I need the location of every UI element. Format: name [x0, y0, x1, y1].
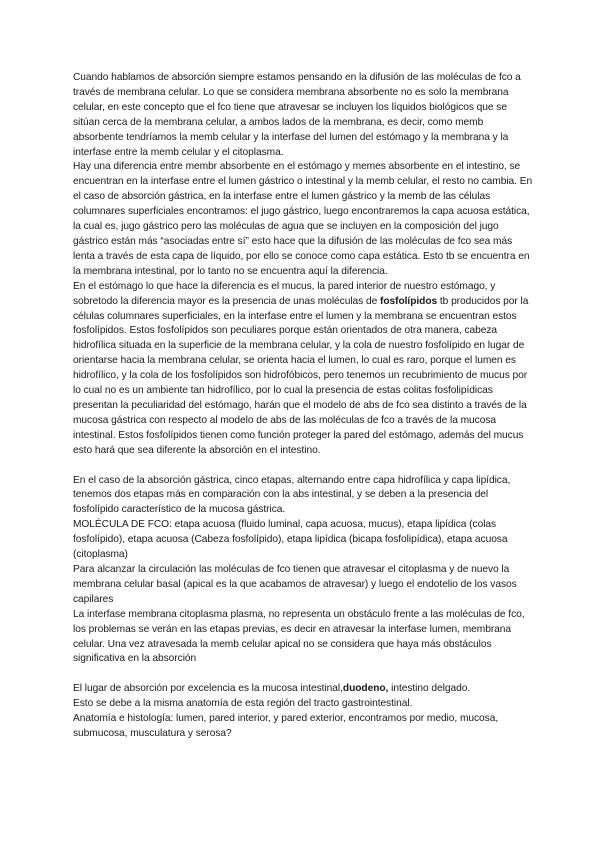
paragraph-text: intestino delgado. [388, 683, 471, 695]
bold-term-duodenum: duodeno, [342, 683, 389, 695]
document-body [73, 71, 533, 742]
paragraph-five-stages: En el caso de la absorción gástrica, cinco etapas, alternando entre capa hidrofílica y capa lipídica, tenemos dos etapas más en comparación con la abs intestinal, y se deben a la presencia del fosfolípido característico de la mucosa gástrica. [73, 474, 511, 516]
paragraph-anatomy-histology: Anatomía e histología: lumen, pared interior, y pared exterior, encontramos por medio, mucosa, submucosa, musculatura y serosa? [73, 713, 499, 740]
paragraph-text: tb producidos por la células columnares superficiales, en la interfase entre el lumen y la membrana se encuentran estos fosfolípidos. Estos fosfolípidos son peculiares porque están orientados de otra manera, cabeza hidrofílica situada en la superficie de la membrana celular, y la cola de nuestro fosfolípido en lugar de orientarse hacia la membrana celular, se orienta hacia el lumen, lo cual es raro, porque el lumen es hidrofílico, y la cola de los fosfolípidos son hidrofóbicos, pero tenemos un recubrimiento de mucus por lo cual no es un ambiente tan hidrofílico, por lo cual la presencia de estas colitas fosfolipídicas presentan la peculiaridad del estómago, harán que el modelo de abs de fco sea distinto a través de la mucosa gástrica con respecto al modelo de abs de las moléculas de fco a través de la mucosa intestinal. Estos fosfolípidos tienen como función proteger la pared del estómago, además del mucus esto hará que sea diferente la absorción en el intestino. [73, 295, 529, 456]
paragraph-spacer [73, 667, 533, 682]
paragraph-interface: La interfase membrana citoplasma plasma, no representa un obstáculo frente a las moléculas de fco, los problemas se verán en las etapas previas, es decir en atravesar la interfase lumen, membrana celular. Una vez atravesada la memb celular apical no se considera que haya más obstáculos significativa en la absorción [73, 608, 525, 665]
paragraph-intro: Cuando hablamos de absorción siempre estamos pensando en la difusión de las moléculas de fco a través de membrana celular. Lo que se considera membrana absorbente no es solo la membrana celular, en este concepto que el fco tiene que atravesar se incluyen los líquidos biológicos que se sitúan cerca de la membrana celular, a ambos lados de la membrana, es decir, como memb absorbente tendríamos la memb celular y la interfase del lumen del estómago y la membrana y la interfase entre la memb celular y el citoplasma. [73, 72, 521, 158]
paragraph-spacer [73, 459, 533, 474]
paragraph-circulation: Para alcanzar la circulación las moléculas de fco tienen que atravesar el citoplasma y de nuevo la membrana celular basal (apical es la que acabamos de atravesar) y luego el endotelio de los vasos capilares [73, 564, 517, 605]
paragraph-absorption-site [73, 682, 533, 697]
paragraph-anatomy-reason: Esto se debe a la misma anatomía de esta región del tracto gastrointestinal. [73, 698, 413, 710]
paragraph-molecule-stages: MOLÉCULA DE FCO: etapa acuosa (fluido luminal, capa acuosa, mucus), etapa lipídica (colas fosfolípido), etapa acuosa (Cabeza fosfolípido), etapa lipídica (bicapa fosfolipídica), etapa acuosa (citoplasma) [73, 519, 508, 561]
bold-term-phospholipids: fosfolípidos [379, 295, 438, 307]
paragraph-gastric-vs-intestinal: Hay una diferencia entre membr absorbente en el estómago y memes absorbente en el intestino, se encuentran en la interfase entre el lumen gástrico o intestinal y la memb celular, el resto no cambia. En el caso de absorción gástrica, en la interfase entre el lumen gástrico y la memb de las células columnares superficiales encontramos: el jugo gástrico, luego encontraremos la capa acuosa estática, la cual es, jugo gástrico pero las moléculas de agua que se incluyen en la composición del jugo gástrico están más “asociadas entre sí” esto hace que la difusión de las moléculas de fco sea más lenta a través de esta capa de líquido, por ello se conoce como capa estática. Esto tb se encuentra en la membrana intestinal, por lo tanto no se encuentra aquí la diferencia. [73, 161, 533, 277]
paragraph-mucus-phospholipids [73, 280, 533, 459]
paragraph-text: El lugar de absorción por excelencia es la mucosa intestinal, [73, 683, 343, 695]
paragraph-text: En el estómago lo que hace la diferencia es el mucus, la pared interior de nuestro estómago, y sobretodo la diferencia mayor es la presencia de unas moléculas de [73, 280, 496, 307]
